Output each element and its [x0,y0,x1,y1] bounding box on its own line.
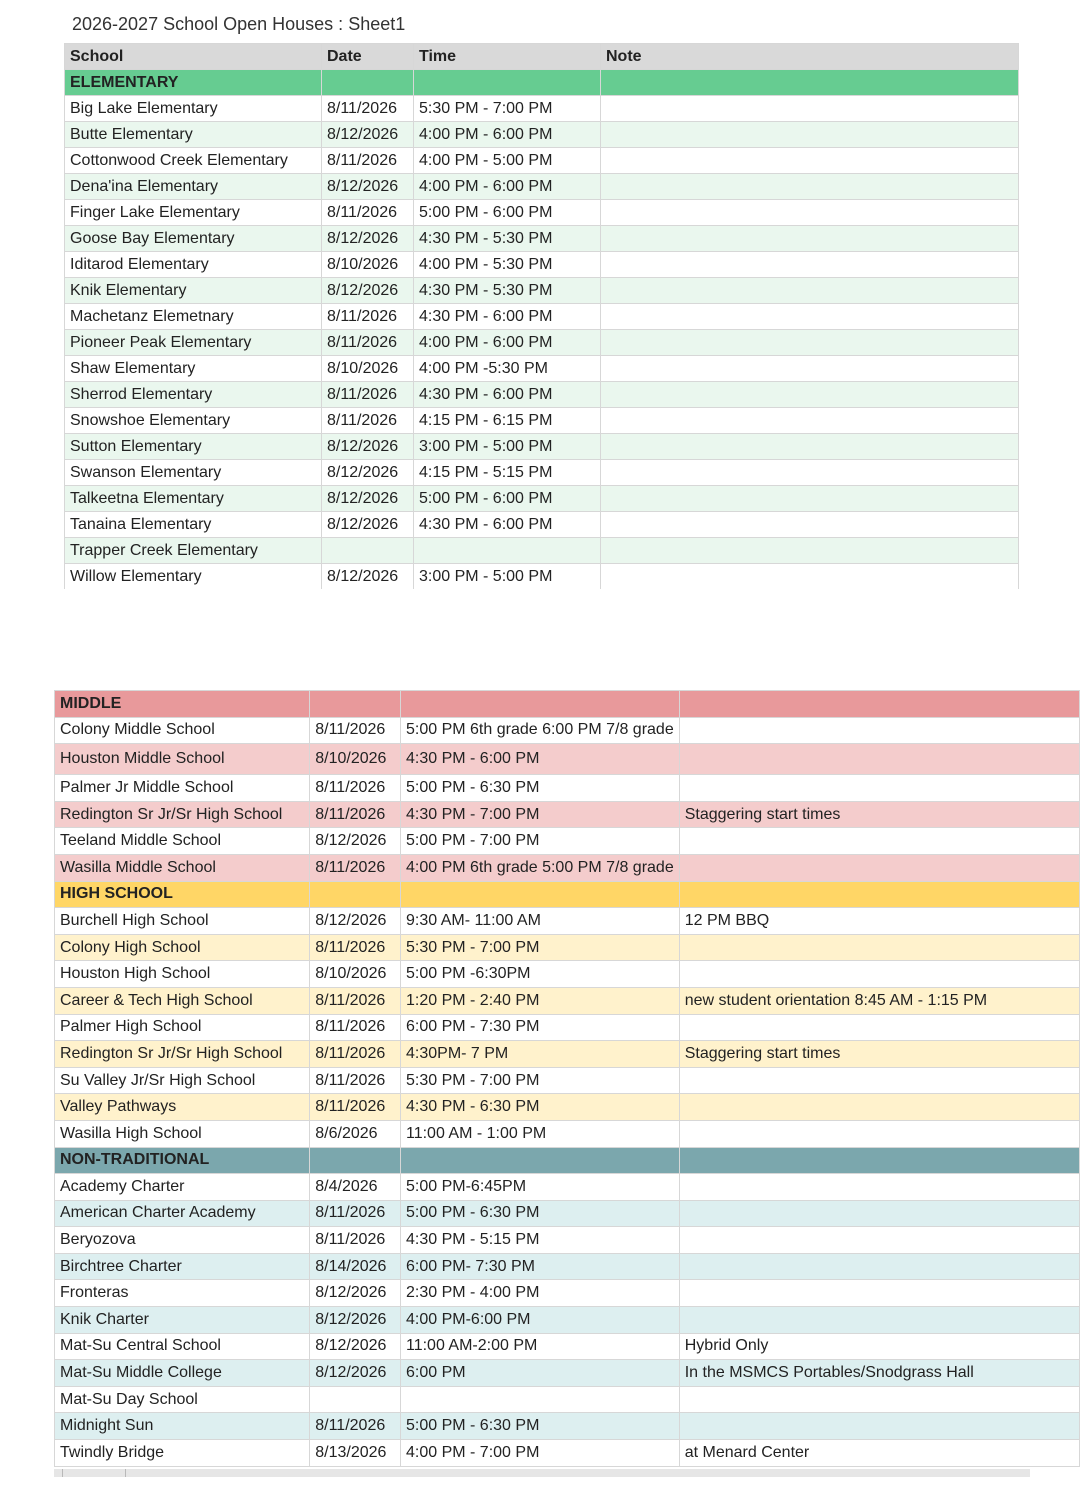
school-cell[interactable]: Big Lake Elementary [65,96,322,122]
table-row [65,200,1019,226]
time-cell[interactable]: 4:00 PM - 6:00 PM [414,174,601,200]
table-row [55,744,1080,775]
school-cell[interactable]: Mat-Su Central School [55,1333,310,1360]
school-cell[interactable]: Twindly Bridge [55,1440,310,1467]
note-cell[interactable]: Hybrid Only [679,1333,1079,1360]
column-header-row [65,44,1019,70]
time-cell[interactable]: 5:00 PM -6:30PM [401,961,680,988]
table-row [55,1253,1080,1280]
time-cell[interactable]: 4:30 PM - 5:30 PM [414,226,601,252]
date-cell[interactable]: 8/11/2026 [310,987,401,1014]
time-cell[interactable]: 4:15 PM - 5:15 PM [414,460,601,486]
table-row [65,278,1019,304]
note-cell[interactable]: new student orientation 8:45 AM - 1:15 PM [679,987,1079,1014]
table-row [55,1413,1080,1440]
table-row [65,122,1019,148]
section-label[interactable]: MIDDLE [55,691,310,718]
table-row [55,1200,1080,1227]
school-cell[interactable]: Su Valley Jr/Sr High School [55,1067,310,1094]
note-cell[interactable] [601,330,1019,356]
date-cell[interactable]: 8/12/2026 [322,486,414,512]
school-cell[interactable]: Teeland Middle School [55,828,310,855]
date-cell[interactable]: 8/11/2026 [310,934,401,961]
empty-cell[interactable] [322,70,414,96]
note-cell[interactable] [601,486,1019,512]
school-cell[interactable]: Knik Charter [55,1307,310,1334]
table-row [55,987,1080,1014]
note-cell[interactable] [679,1413,1079,1440]
table-row [55,1360,1080,1387]
school-cell[interactable]: Shaw Elementary [65,356,322,382]
time-cell[interactable]: 4:30 PM - 6:30 PM [401,1094,680,1121]
time-cell[interactable]: 5:00 PM - 6:00 PM [414,200,601,226]
time-cell[interactable]: 4:30 PM - 6:00 PM [401,744,680,775]
time-cell[interactable]: 4:30 PM - 6:00 PM [414,304,601,330]
school-cell[interactable]: American Charter Academy [55,1200,310,1227]
school-cell[interactable]: Houston Middle School [55,744,310,775]
school-cell[interactable]: Career & Tech High School [55,987,310,1014]
column-header-school[interactable]: School [65,44,322,70]
time-cell[interactable]: 11:00 AM - 1:00 PM [401,1120,680,1147]
note-cell[interactable] [601,148,1019,174]
note-cell[interactable] [679,717,1079,744]
school-cell[interactable]: Knik Elementary [65,278,322,304]
date-cell[interactable]: 8/4/2026 [310,1174,401,1201]
school-cell[interactable]: Willow Elementary [65,564,322,590]
note-cell[interactable] [601,174,1019,200]
note-cell[interactable] [601,278,1019,304]
time-cell[interactable]: 4:30 PM - 7:00 PM [401,801,680,828]
section-header-middle [55,691,1080,718]
date-cell[interactable]: 8/12/2026 [322,564,414,590]
time-cell[interactable]: 11:00 AM-2:00 PM [401,1333,680,1360]
school-cell[interactable]: Redington Sr Jr/Sr High School [55,1041,310,1068]
school-cell[interactable]: Wasilla Middle School [55,854,310,881]
school-cell[interactable]: Butte Elementary [65,122,322,148]
school-cell[interactable]: Cottonwood Creek Elementary [65,148,322,174]
time-cell[interactable] [414,538,601,564]
note-cell[interactable] [601,564,1019,590]
table-row [55,1333,1080,1360]
table-row [65,512,1019,538]
note-cell[interactable] [679,1014,1079,1041]
note-cell[interactable] [679,961,1079,988]
note-cell[interactable] [601,122,1019,148]
table-row [55,1174,1080,1201]
date-cell[interactable]: 8/11/2026 [322,382,414,408]
school-cell[interactable]: Colony Middle School [55,717,310,744]
empty-cell[interactable] [679,691,1079,718]
time-cell[interactable]: 5:00 PM - 6:30 PM [401,1413,680,1440]
table-row [55,1120,1080,1147]
time-cell[interactable]: 5:00 PM 6th grade 6:00 PM 7/8 grade [401,717,680,744]
note-cell[interactable] [679,1227,1079,1254]
table-row [65,174,1019,200]
sheet-title: 2026-2027 School Open Houses : Sheet1 [72,14,406,34]
date-cell[interactable]: 8/12/2026 [310,1307,401,1334]
table-row [55,775,1080,802]
time-cell[interactable]: 4:30 PM - 5:15 PM [401,1227,680,1254]
date-cell[interactable]: 8/12/2026 [322,226,414,252]
note-cell[interactable] [679,1174,1079,1201]
note-cell[interactable] [679,1307,1079,1334]
table-row [55,1227,1080,1254]
date-cell[interactable]: 8/11/2026 [310,1094,401,1121]
time-cell[interactable]: 5:30 PM - 7:00 PM [401,1067,680,1094]
column-header-note[interactable]: Note [601,44,1019,70]
note-cell[interactable] [601,434,1019,460]
note-cell[interactable] [601,356,1019,382]
note-cell[interactable] [679,1120,1079,1147]
date-cell[interactable]: 8/12/2026 [322,122,414,148]
table-row [55,908,1080,935]
time-cell[interactable]: 3:00 PM - 5:00 PM [414,434,601,460]
table-row [55,1041,1080,1068]
time-cell[interactable]: 4:30 PM - 6:00 PM [414,512,601,538]
note-cell[interactable] [601,512,1019,538]
school-cell[interactable]: Valley Pathways [55,1094,310,1121]
empty-cell[interactable] [310,881,401,908]
time-cell[interactable]: 5:00 PM - 6:30 PM [401,1200,680,1227]
time-cell[interactable]: 4:00 PM - 5:00 PM [414,148,601,174]
table-row [65,148,1019,174]
table-row [65,330,1019,356]
school-cell[interactable]: Talkeetna Elementary [65,486,322,512]
table-row [65,252,1019,278]
note-cell[interactable]: In the MSMCS Portables/Snodgrass Hall [679,1360,1079,1387]
school-cell[interactable]: Mat-Su Middle College [55,1360,310,1387]
note-cell[interactable] [601,226,1019,252]
empty-cell[interactable] [679,881,1079,908]
time-cell[interactable]: 6:00 PM - 7:30 PM [401,1014,680,1041]
time-cell[interactable]: 5:00 PM-6:45PM [401,1174,680,1201]
column-header-date[interactable]: Date [322,44,414,70]
note-cell[interactable]: 12 PM BBQ [679,908,1079,935]
note-cell[interactable] [601,252,1019,278]
table-row [55,961,1080,988]
school-cell[interactable]: Trapper Creek Elementary [65,538,322,564]
time-cell[interactable]: 9:30 AM- 11:00 AM [401,908,680,935]
date-cell[interactable]: 8/12/2026 [322,278,414,304]
time-cell[interactable]: 5:30 PM - 7:00 PM [401,934,680,961]
section-label[interactable]: HIGH SCHOOL [55,881,310,908]
time-cell[interactable]: 5:30 PM - 7:00 PM [414,96,601,122]
table-row [65,434,1019,460]
empty-cell[interactable] [401,1147,680,1174]
school-cell[interactable]: Palmer Jr Middle School [55,775,310,802]
time-cell[interactable]: 4:00 PM-6:00 PM [401,1307,680,1334]
table-row [65,460,1019,486]
table-row [55,1386,1080,1413]
date-cell[interactable]: 8/11/2026 [310,1200,401,1227]
date-cell[interactable]: 8/11/2026 [322,408,414,434]
date-cell[interactable]: 8/12/2026 [322,434,414,460]
open-house-table-elementary [64,43,1019,590]
date-cell[interactable]: 8/12/2026 [310,1333,401,1360]
empty-cell[interactable] [401,881,680,908]
school-cell[interactable]: Redington Sr Jr/Sr High School [55,801,310,828]
time-cell[interactable]: 4:15 PM - 6:15 PM [414,408,601,434]
table-row [65,382,1019,408]
note-cell[interactable] [601,304,1019,330]
note-cell[interactable] [601,408,1019,434]
time-cell[interactable]: 4:30 PM - 5:30 PM [414,278,601,304]
time-cell[interactable]: 4:30 PM - 6:00 PM [414,382,601,408]
time-cell[interactable] [401,1386,680,1413]
school-cell[interactable]: Swanson Elementary [65,460,322,486]
school-cell[interactable]: Fronteras [55,1280,310,1307]
school-cell[interactable]: Finger Lake Elementary [65,200,322,226]
note-cell[interactable] [601,538,1019,564]
table-row [55,801,1080,828]
empty-cell[interactable] [310,1147,401,1174]
date-cell[interactable]: 8/11/2026 [310,1041,401,1068]
date-cell[interactable]: 8/11/2026 [310,854,401,881]
date-cell[interactable]: 8/11/2026 [322,330,414,356]
table-row [65,226,1019,252]
note-cell[interactable] [679,1386,1079,1413]
note-cell[interactable] [679,828,1079,855]
school-cell[interactable]: Midnight Sun [55,1413,310,1440]
school-cell[interactable]: Dena'ina Elementary [65,174,322,200]
date-cell[interactable]: 8/10/2026 [310,744,401,775]
date-cell[interactable]: 8/10/2026 [322,356,414,382]
school-cell[interactable]: Iditarod Elementary [65,252,322,278]
page-gap [0,589,1080,689]
time-cell[interactable]: 4:00 PM 6th grade 5:00 PM 7/8 grade [401,854,680,881]
table-row [65,564,1019,590]
date-cell[interactable]: 8/11/2026 [310,801,401,828]
table-row [65,538,1019,564]
time-cell[interactable]: 4:00 PM - 6:00 PM [414,122,601,148]
date-cell[interactable]: 8/11/2026 [322,148,414,174]
empty-cell[interactable] [414,70,601,96]
school-cell[interactable]: Beryozova [55,1227,310,1254]
date-cell[interactable] [322,538,414,564]
date-cell[interactable]: 8/11/2026 [310,717,401,744]
school-cell[interactable]: Sherrod Elementary [65,382,322,408]
date-cell[interactable]: 8/11/2026 [310,1067,401,1094]
section-header-high [55,881,1080,908]
time-cell[interactable]: 4:30PM- 7 PM [401,1041,680,1068]
time-cell[interactable]: 6:00 PM [401,1360,680,1387]
section-header-elementary [65,70,1019,96]
note-cell[interactable] [601,96,1019,122]
date-cell[interactable] [310,1386,401,1413]
note-cell[interactable] [679,744,1079,775]
school-cell[interactable]: Snowshoe Elementary [65,408,322,434]
note-cell[interactable] [679,1094,1079,1121]
table-row [55,854,1080,881]
table-row [55,1280,1080,1307]
date-cell[interactable]: 8/13/2026 [310,1440,401,1467]
table-row [55,1307,1080,1334]
time-cell[interactable]: 4:00 PM - 5:30 PM [414,252,601,278]
section-header-nontraditional [55,1147,1080,1174]
date-cell[interactable]: 8/12/2026 [322,460,414,486]
empty-cell[interactable] [310,691,401,718]
table-row [55,717,1080,744]
school-cell[interactable]: Goose Bay Elementary [65,226,322,252]
date-cell[interactable]: 8/12/2026 [322,174,414,200]
time-cell[interactable]: 3:00 PM - 5:00 PM [414,564,601,590]
time-cell[interactable]: 2:30 PM - 4:00 PM [401,1280,680,1307]
note-cell[interactable] [679,854,1079,881]
date-cell[interactable]: 8/12/2026 [310,828,401,855]
note-cell[interactable] [679,1280,1079,1307]
school-cell[interactable]: Palmer High School [55,1014,310,1041]
time-cell[interactable]: 4:00 PM - 6:00 PM [414,330,601,356]
horizontal-scrollbar[interactable] [54,1469,1030,1477]
school-cell[interactable]: Pioneer Peak Elementary [65,330,322,356]
time-cell[interactable]: 5:00 PM - 7:00 PM [401,828,680,855]
school-cell[interactable]: Mat-Su Day School [55,1386,310,1413]
date-cell[interactable]: 8/6/2026 [310,1120,401,1147]
date-cell[interactable]: 8/10/2026 [310,961,401,988]
empty-cell[interactable] [601,70,1019,96]
date-cell[interactable]: 8/12/2026 [310,1360,401,1387]
column-header-time[interactable]: Time [414,44,601,70]
note-cell[interactable] [679,1200,1079,1227]
table-row [55,1067,1080,1094]
note-cell[interactable] [679,1253,1079,1280]
time-cell[interactable]: 5:00 PM - 6:30 PM [401,775,680,802]
table-row [65,486,1019,512]
note-cell[interactable] [601,460,1019,486]
time-cell[interactable]: 5:00 PM - 6:00 PM [414,486,601,512]
school-cell[interactable]: Wasilla High School [55,1120,310,1147]
note-cell[interactable] [679,934,1079,961]
table-row [65,96,1019,122]
school-cell[interactable]: Burchell High School [55,908,310,935]
scrollbar-thumb[interactable] [62,1469,126,1477]
note-cell[interactable]: Staggering start times [679,801,1079,828]
empty-cell[interactable] [679,1147,1079,1174]
table-row [55,1014,1080,1041]
note-cell[interactable] [679,1067,1079,1094]
date-cell[interactable]: 8/11/2026 [310,775,401,802]
note-cell[interactable]: Staggering start times [679,1041,1079,1068]
school-cell[interactable]: Colony High School [55,934,310,961]
note-cell[interactable] [601,382,1019,408]
date-cell[interactable]: 8/12/2026 [310,908,401,935]
time-cell[interactable]: 4:00 PM - 7:00 PM [401,1440,680,1467]
table-row [65,408,1019,434]
table-row [65,356,1019,382]
date-cell[interactable]: 8/14/2026 [310,1253,401,1280]
note-cell[interactable] [601,200,1019,226]
school-cell[interactable]: Birchtree Charter [55,1253,310,1280]
empty-cell[interactable] [401,691,680,718]
open-house-table-secondary [54,690,1080,1467]
date-cell[interactable]: 8/12/2026 [322,512,414,538]
school-cell[interactable]: Machetanz Elemetnary [65,304,322,330]
school-cell[interactable]: Sutton Elementary [65,434,322,460]
school-cell[interactable]: Houston High School [55,961,310,988]
school-cell[interactable]: Tanaina Elementary [65,512,322,538]
note-cell[interactable]: at Menard Center [679,1440,1079,1467]
table-row [55,1440,1080,1467]
table-row [55,828,1080,855]
time-cell[interactable]: 4:00 PM -5:30 PM [414,356,601,382]
time-cell[interactable]: 6:00 PM- 7:30 PM [401,1253,680,1280]
date-cell[interactable]: 8/11/2026 [322,200,414,226]
table-row [55,934,1080,961]
date-cell[interactable]: 8/11/2026 [310,1014,401,1041]
school-cell[interactable]: Academy Charter [55,1174,310,1201]
date-cell[interactable]: 8/11/2026 [322,96,414,122]
date-cell[interactable]: 8/11/2026 [310,1227,401,1254]
section-label[interactable]: ELEMENTARY [65,70,322,96]
time-cell[interactable]: 1:20 PM - 2:40 PM [401,987,680,1014]
note-cell[interactable] [679,775,1079,802]
table-row [55,1094,1080,1121]
section-label[interactable]: NON-TRADITIONAL [55,1147,310,1174]
date-cell[interactable]: 8/12/2026 [310,1280,401,1307]
date-cell[interactable]: 8/11/2026 [322,304,414,330]
table-row [65,304,1019,330]
date-cell[interactable]: 8/11/2026 [310,1413,401,1440]
date-cell[interactable]: 8/10/2026 [322,252,414,278]
